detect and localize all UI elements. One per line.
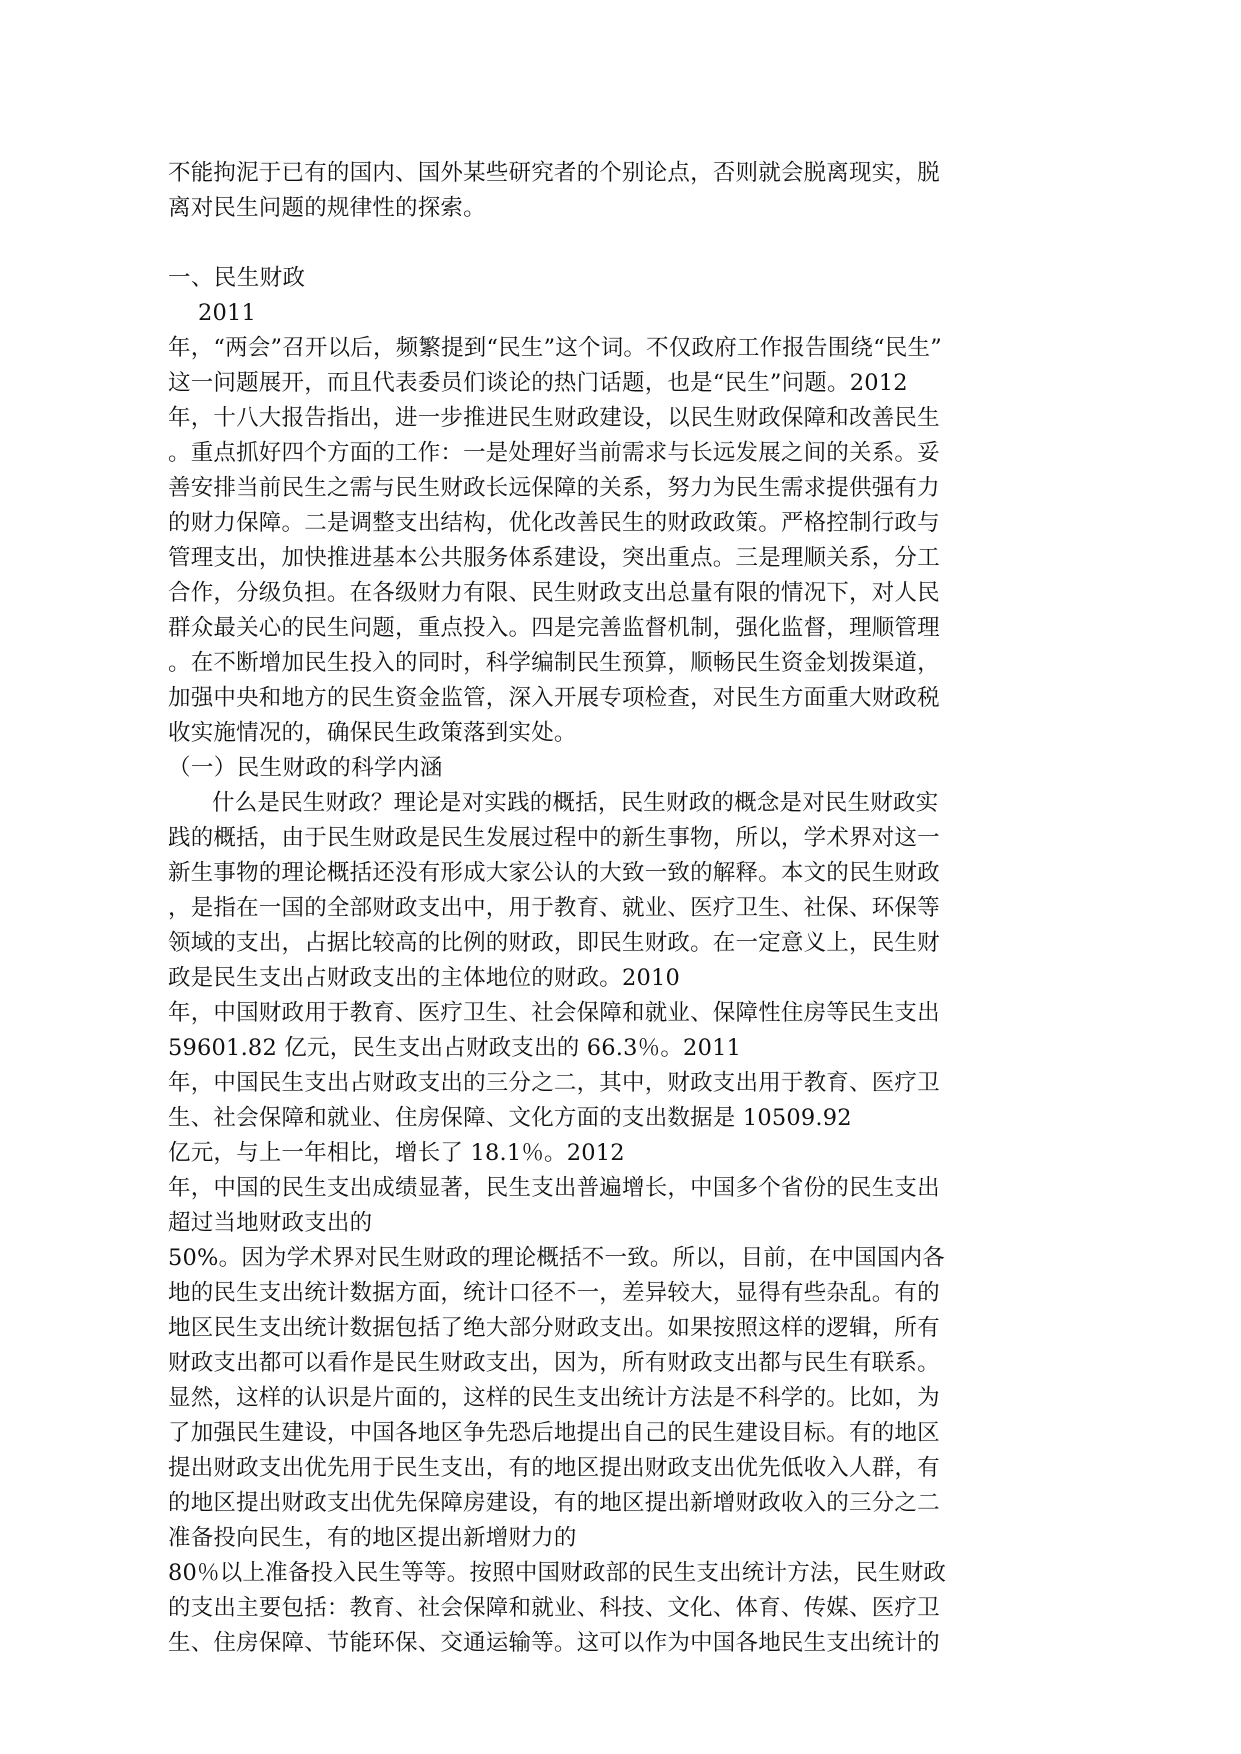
text-line: 的财力保障。二是调整支出结构，优化改善民生的财政政策。严格控制行政与: [168, 510, 940, 536]
document-page: [168, 156, 1048, 1661]
text-line: 新生事物的理论概括还没有形成大家公认的大致一致的解释。本文的民生财政: [168, 860, 940, 886]
text-line: ，是指在一国的全部财政支出中，用于教育、就业、医疗卫生、社保、环保等: [168, 895, 940, 921]
text-line: 超过当地财政支出的: [168, 1210, 373, 1236]
text-line: 准备投向民生，有的地区提出新增财力的: [168, 1525, 577, 1551]
text-line: 善安排当前民生之需与民生财政长远保障的关系，努力为民生需求提供强有力: [168, 475, 940, 501]
section-heading: 一、民生财政: [168, 265, 306, 291]
text-line: 践的概括，由于民生财政是民生发展过程中的新生事物，所以，学术界对这一: [168, 825, 940, 851]
text-line: 。在不断增加民生投入的同时，科学编制民生预算，顺畅民生资金划拨渠道，: [168, 650, 940, 676]
text-line: 生、社会保障和就业、住房保障、文化方面的支出数据是 10509.92: [168, 1105, 852, 1131]
text-line: 提出财政支出优先用于民生支出，有的地区提出财政支出优先低收入人群，有: [168, 1455, 940, 1481]
text-line: 财政支出都可以看作是民生财政支出，因为，所有财政支出都与民生有联系。: [168, 1350, 940, 1376]
text-line: 年，“两会”召开以后，频繁提到“民生”这个词。不仅政府工作报告围绕“民生”: [168, 335, 942, 361]
text-line: 政是民生支出占财政支出的主体地位的财政。2010: [168, 965, 681, 991]
text-line: 群众最关心的民生问题，重点投入。四是完善监督机制，强化监督，理顺管理: [168, 615, 940, 641]
text-line: 收实施情况的，确保民生政策落到实处。: [168, 720, 577, 746]
text-line: 亿元，与上一年相比，增长了 18.1％。2012: [168, 1140, 625, 1166]
text-line: 年，十八大报告指出，进一步推进民生财政建设，以民生财政保障和改善民生: [168, 405, 940, 431]
text-line: 了加强民生建设，中国各地区争先恐后地提出自己的民生建设目标。有的地区: [168, 1420, 940, 1446]
year-label: 2011: [198, 300, 257, 326]
text-line: 显然，这样的认识是片面的，这样的民生支出统计方法是不科学的。比如，为: [168, 1385, 940, 1411]
text-line: 生、住房保障、节能环保、交通运输等。这可以作为中国各地民生支出统计的: [168, 1630, 940, 1656]
text-line: 年，中国财政用于教育、医疗卫生、社会保障和就业、保障性住房等民生支出: [168, 1000, 940, 1026]
text-line: 50%。因为学术界对民生财政的理论概括不一致。所以，目前，在中国国内各: [168, 1245, 946, 1271]
text-line: 59601.82 亿元，民生支出占财政支出的 66.3％。2011: [168, 1035, 742, 1061]
subsection-heading: （一）民生财政的科学内涵: [168, 755, 443, 781]
text-line: 地区民生支出统计数据包括了绝大部分财政支出。如果按照这样的逻辑，所有: [168, 1315, 940, 1341]
text-line: 。重点抓好四个方面的工作：一是处理好当前需求与长远发展之间的关系。妥: [168, 440, 940, 466]
text-line: 的地区提出财政支出优先保障房建设，有的地区提出新增财政收入的三分之二: [168, 1490, 940, 1516]
text-line: 离对民生问题的规律性的探索。: [168, 195, 486, 221]
blank-line: [168, 226, 1048, 261]
text-line: 年，中国的民生支出成绩显著，民生支出普遍增长，中国多个省份的民生支出: [168, 1175, 940, 1201]
text-line: 这一问题展开，而且代表委员们谈论的热门话题，也是“民生”问题。2012: [168, 370, 908, 396]
text-line: 管理支出，加快推进基本公共服务体系建设，突出重点。三是理顺关系，分工: [168, 545, 940, 571]
text-line: 地的民生支出统计数据方面，统计口径不一，差异较大，显得有些杂乱。有的: [168, 1280, 940, 1306]
text-line: 合作，分级负担。在各级财力有限、民生财政支出总量有限的情况下，对人民: [168, 580, 940, 606]
text-line: 领域的支出，占据比较高的比例的财政，即民生财政。在一定意义上，民生财: [168, 930, 940, 956]
text-line: 80％以上准备投入民生等等。按照中国财政部的民生支出统计方法，民生财政: [168, 1560, 947, 1586]
text-line: 不能拘泥于已有的国内、国外某些研究者的个别论点，否则就会脱离现实，脱: [168, 160, 940, 186]
text-line: 的支出主要包括：教育、社会保障和就业、科技、文化、体育、传媒、医疗卫: [168, 1595, 940, 1621]
text-line: 年，中国民生支出占财政支出的三分之二，其中，财政支出用于教育、医疗卫: [168, 1070, 940, 1096]
text-line: 加强中央和地方的民生资金监管，深入开展专项检查，对民生方面重大财政税: [168, 685, 940, 711]
text-line: 什么是民生财政？理论是对实践的概括，民生财政的概念是对民生财政实: [212, 790, 939, 816]
